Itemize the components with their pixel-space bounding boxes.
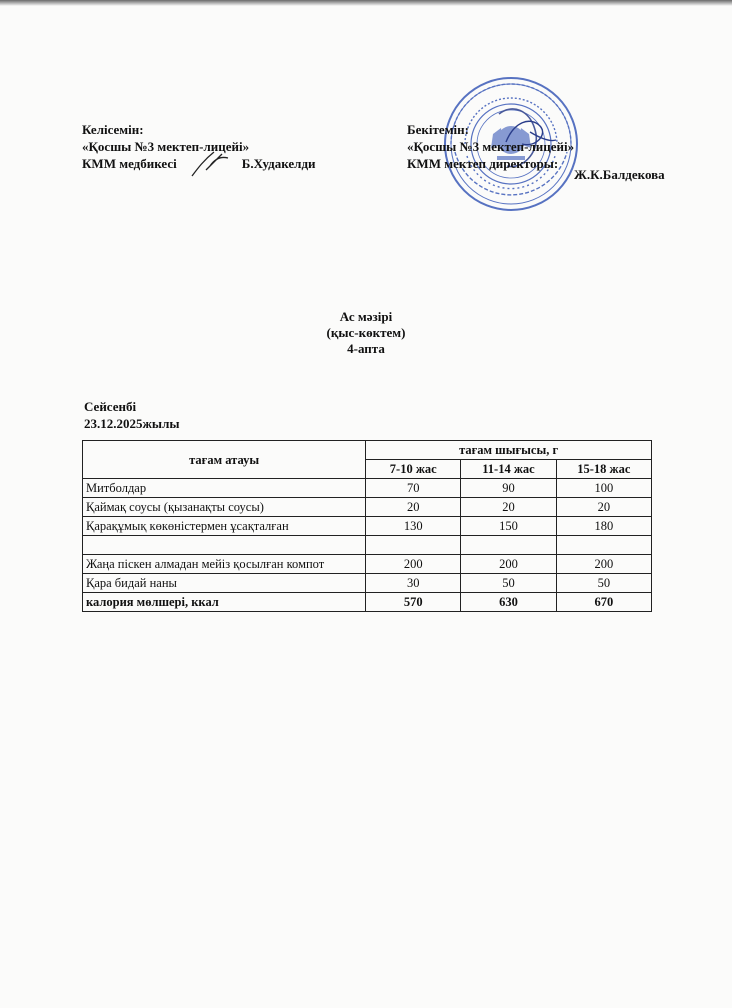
dish-name: Қара бидай наны — [83, 574, 366, 593]
dish-name: Митболдар — [83, 479, 366, 498]
age-group-3: 15-18 жас — [556, 460, 651, 479]
calorie-value: 670 — [556, 593, 651, 612]
table-row — [83, 574, 652, 593]
portion-value: 180 — [556, 517, 651, 536]
approve-org: «Қосшы №3 мектеп-лицейі» — [407, 139, 575, 154]
header-dish-name: тағам атауы — [83, 441, 366, 479]
date: 23.12.2025жылы — [84, 416, 180, 431]
agree-org: «Қосшы №3 мектеп-лицейі» — [82, 139, 250, 154]
scan-edge — [0, 0, 732, 6]
title-line-1: Ас мәзірі — [339, 309, 393, 324]
signature-icon — [500, 112, 560, 158]
table-row — [83, 479, 652, 498]
agree-heading: Келісемін: — [82, 122, 144, 137]
title-line-3: 4-апта — [347, 341, 385, 356]
agree-name: Б.Худакелди — [241, 156, 316, 171]
portion-value: 20 — [461, 498, 556, 517]
header-output: тағам шығысы, г — [366, 441, 652, 460]
portion-value: 70 — [366, 479, 461, 498]
dish-name: Қаймақ соусы (қызанақты соусы) — [83, 498, 366, 517]
calorie-value: 630 — [461, 593, 556, 612]
menu-table — [82, 440, 652, 612]
total-label: калория мөлшері, ккал — [83, 593, 366, 612]
portion-value: 20 — [366, 498, 461, 517]
age-group-2: 11-14 жас — [461, 460, 556, 479]
approve-role: КММ мектеп директоры: — [407, 156, 559, 171]
dish-name — [83, 536, 366, 555]
portion-value: 200 — [556, 555, 651, 574]
agree-role: КММ медбикесі — [82, 156, 177, 171]
approve-name: Ж.К.Балдекова — [574, 167, 665, 182]
portion-value: 50 — [461, 574, 556, 593]
day-info — [84, 398, 180, 432]
portion-value: 200 — [366, 555, 461, 574]
portion-value — [366, 536, 461, 555]
portion-value: 90 — [461, 479, 556, 498]
age-group-1: 7-10 жас — [366, 460, 461, 479]
portion-value: 200 — [461, 555, 556, 574]
table-row — [83, 517, 652, 536]
portion-value: 130 — [366, 517, 461, 536]
portion-value: 30 — [366, 574, 461, 593]
table-row — [83, 555, 652, 574]
table-row-blank — [83, 536, 652, 555]
menu-title — [0, 309, 732, 357]
portion-value: 50 — [556, 574, 651, 593]
calorie-value: 570 — [366, 593, 461, 612]
title-line-2: (қыс-көктем) — [326, 325, 406, 340]
portion-value: 150 — [461, 517, 556, 536]
portion-value: 100 — [556, 479, 651, 498]
portion-value: 20 — [556, 498, 651, 517]
table-header-row — [83, 441, 652, 460]
portion-value — [556, 536, 651, 555]
signature-icon — [188, 146, 232, 180]
table-row — [83, 498, 652, 517]
approve-heading: Бекітемін: — [407, 122, 469, 137]
table-total-row — [83, 593, 652, 612]
dish-name: Жаңа піскен алмадан мейіз қосылған компот — [83, 555, 366, 574]
portion-value — [461, 536, 556, 555]
dish-name: Қарақұмық көкөністермен ұсақталған — [83, 517, 366, 536]
weekday: Сейсенбі — [84, 399, 137, 414]
